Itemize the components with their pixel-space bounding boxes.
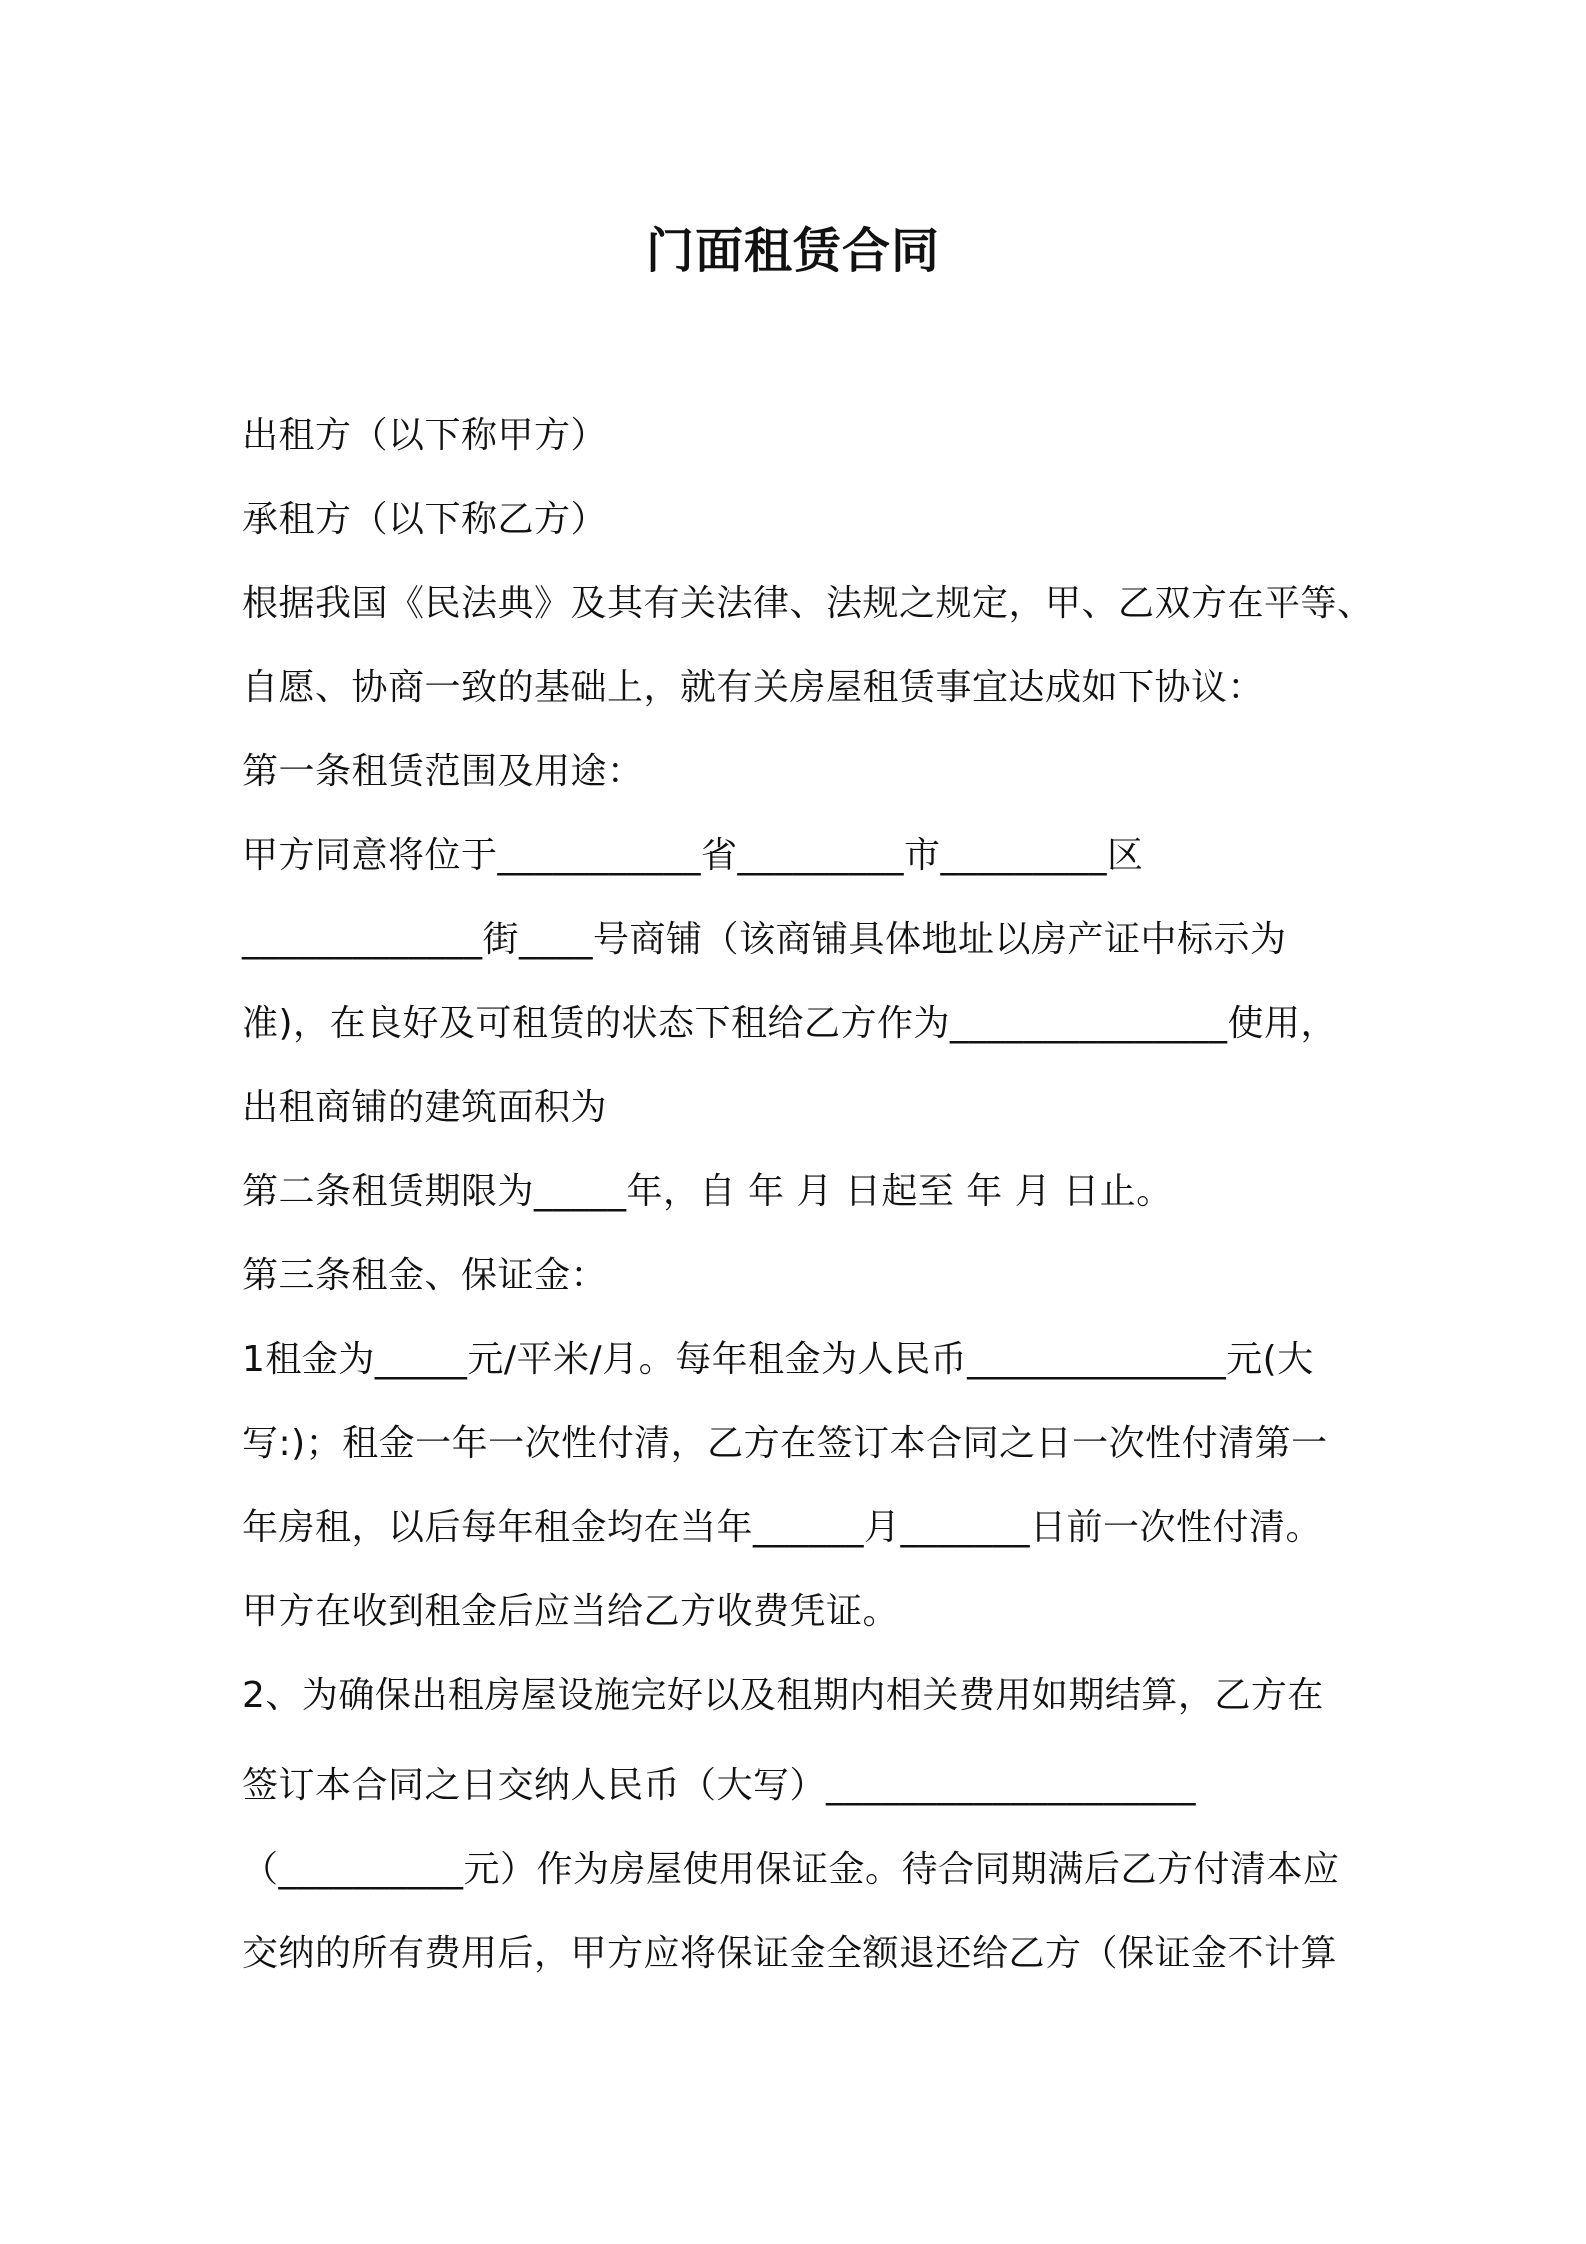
page-title: 门面租赁合同 (645, 223, 940, 279)
paragraph-line-lessor: 出租方（以下称甲方） (242, 415, 608, 456)
paragraph-line: _____________街____号商铺（该商铺具体地址以房产证中标示为 (242, 919, 1287, 960)
paragraph-line: 交纳的所有费用后，甲方应将保证金全额退还给乙方（保证金不计算 (242, 1933, 1338, 1974)
paragraph-line: 1租金为_____元/平米/月。每年租金为人民币______________元(大 (242, 1339, 1314, 1380)
paragraph-line: 自愿、协商一致的基础上，就有关房屋租赁事宜达成如下协议： (242, 667, 1265, 708)
paragraph-line: 出租商铺的建筑面积为 (242, 1087, 608, 1128)
paragraph-line: 甲方在收到租金后应当给乙方收费凭证。 (242, 1591, 900, 1632)
paragraph-line: 甲方同意将位于___________省_________市_________区 (242, 835, 1144, 876)
paragraph-line: 年房租，以后每年租金均在当年______月_______日前一次性付清。 (242, 1507, 1323, 1548)
paragraph-line: 签订本合同之日交纳人民币（大写）____________________ (242, 1765, 1197, 1806)
paragraph-line-lessee: 承租方（以下称乙方） (242, 499, 608, 540)
paragraph-line: （__________元）作为房屋使用保证金。待合同期满后乙方付清本应 (242, 1849, 1340, 1890)
article-heading: 第二条租赁期限为_____年，自 年 月 日起至 年 月 日止。 (242, 1171, 1173, 1212)
paragraph-line: 准)，在良好及可租赁的状态下租给乙方作为_______________使用， (242, 1003, 1338, 1044)
paragraph-line: 根据我国《民法典》及其有关法律、法规之规定，甲、乙双方在平等、 (242, 583, 1374, 624)
paragraph-line: 写:)；租金一年一次性付清，乙方在签订本合同之日一次性付清第一 (242, 1423, 1328, 1464)
paragraph-line: 2、为确保出租房屋设施完好以及租期内相关费用如期结算，乙方在 (242, 1675, 1324, 1716)
article-heading: 第三条租金、保证金： (242, 1255, 608, 1296)
article-heading: 第一条租赁范围及用途： (242, 751, 644, 792)
